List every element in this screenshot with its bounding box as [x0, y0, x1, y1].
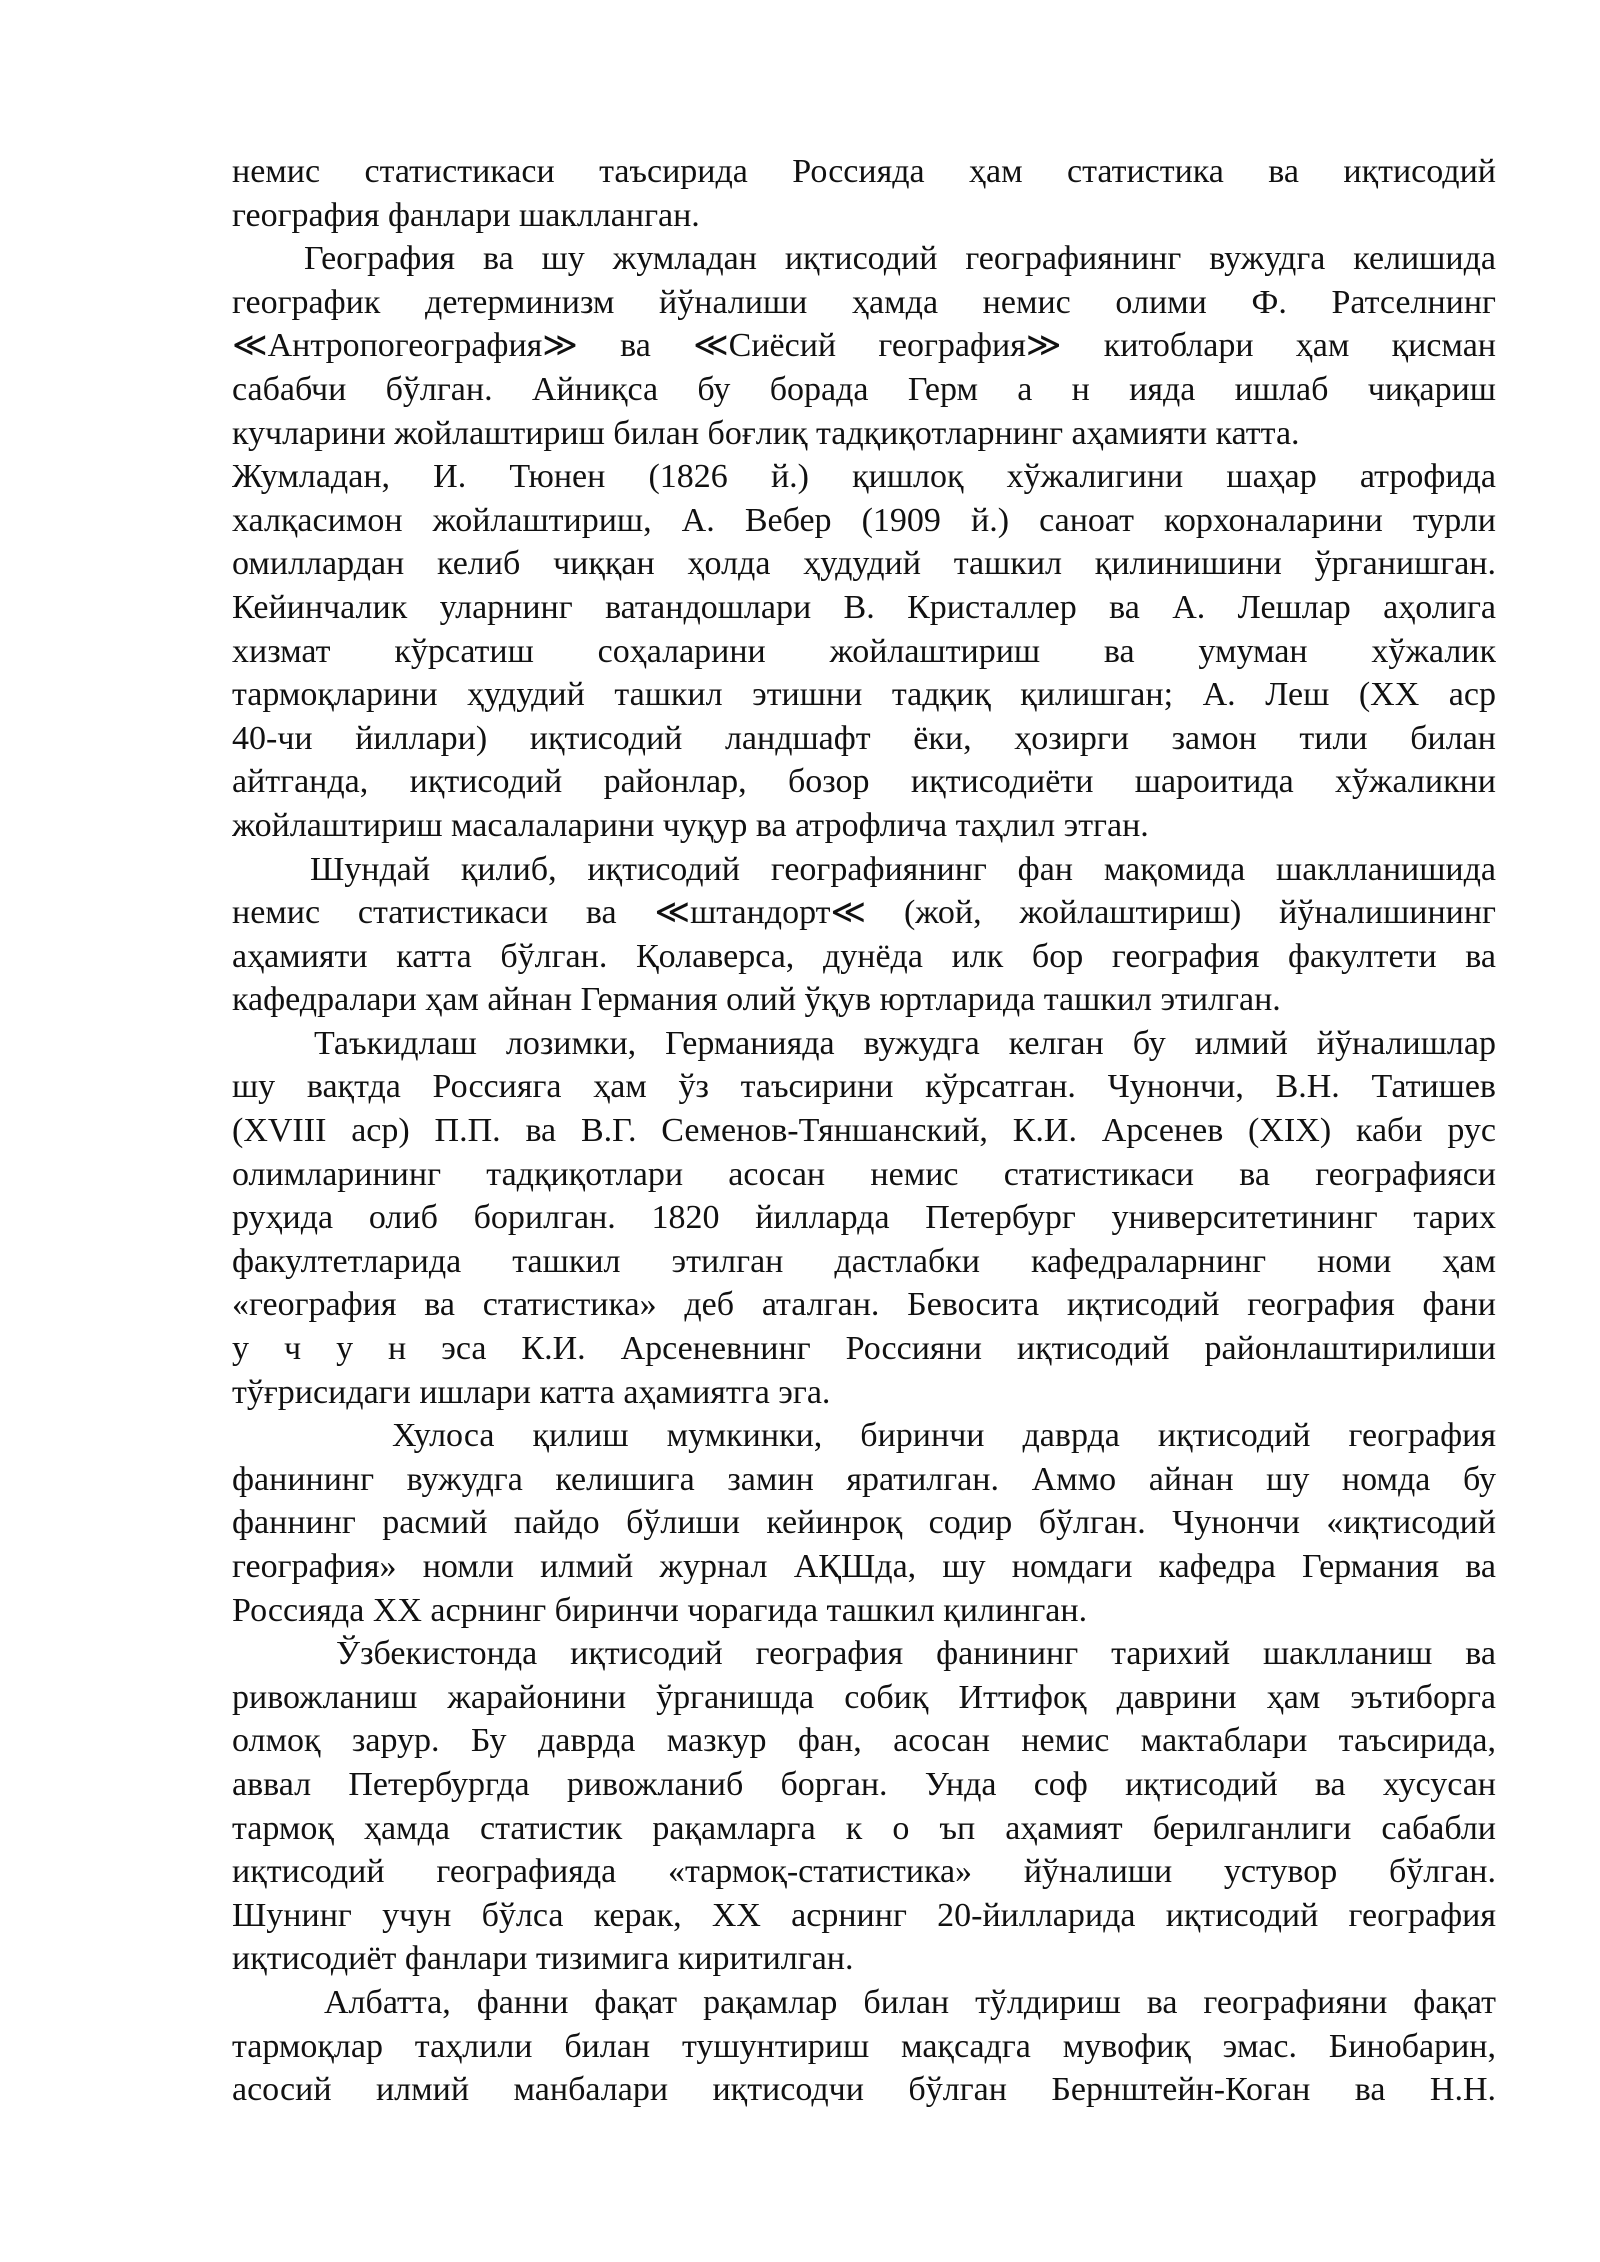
- text-line: География ва шу жумладан иқтисодий географиянинг вужудга келишида: [304, 240, 1496, 278]
- text-line: Жумладан, И. Тюнен (1826 й.) қишлоқ хўжалигини шаҳар атрофида: [232, 458, 1496, 496]
- text-line: ривожланиш жарайонини ўрганишда собиқ Иттифоқ даврини ҳам эътиборга: [232, 1678, 1496, 1716]
- text-line: олмоқ зарур. Бу даврда мазкур фан, асосан немис мактаблари таъсирида,: [232, 1722, 1496, 1760]
- text-line: иқтисодиёт фанлари тизимига киритилган.: [232, 1940, 854, 1978]
- text-line: кафедралари ҳам айнан Германия олий ўқув юртларида ташкил этилган.: [232, 981, 1281, 1019]
- text-line: 40-чи йиллари) иқтисодий ландшафт ёки, ҳозирги замон тили билан: [232, 719, 1496, 757]
- paragraph-6: [232, 1414, 1496, 1632]
- text-line: сабабчи бўлган. Айниқса бу борада Герм а н ияда ишлаб чиқариш: [232, 370, 1496, 408]
- text-line: ≪Антропогеография≫ ва ≪Сиёсий география≫ китоблари ҳам қисман: [232, 327, 1496, 365]
- text-line: Албатта, фанни фақат рақамлар билан тўлдириш ва географияни фақат: [324, 1983, 1496, 2021]
- text-line: аввал Петербургда ривожланиб борган. Унда соф иқтисодий ва хусусан: [232, 1765, 1496, 1803]
- paragraph-3: [232, 455, 1496, 847]
- text-line: тармоқларини ҳудудий ташкил этишни тадқиқ қилишган; А. Леш (XX аср: [232, 676, 1496, 714]
- text-line: Таъкидлаш лозимки, Германияда вужудга келган бу илмий йўналишлар: [314, 1024, 1496, 1062]
- paragraph-4: [232, 848, 1496, 1022]
- text-line: фанининг вужудга келишига замин яратилган. Аммо айнан шу номда бу: [232, 1460, 1496, 1498]
- paragraph-7: [232, 1632, 1496, 1981]
- text-line: Шундай қилиб, иқтисодий географиянинг фан мақомида шаклланишида: [310, 850, 1496, 888]
- text-line: жойлаштириш масалаларини чуқур ва атрофлича таҳлил этган.: [232, 806, 1149, 844]
- text-line: тўғрисидаги ишлари катта аҳамиятга эга.: [232, 1373, 831, 1411]
- text-line: асосий илмий манбалари иқтисодчи бўлган Бернштейн-Коган ва Н.Н.: [232, 2071, 1496, 2109]
- text-line: Хулоса қилиш мумкинки, биринчи даврда иқтисодий география: [392, 1417, 1496, 1455]
- text-line: руҳида олиб борилган. 1820 йилларда Петербург университетининг тарих: [232, 1199, 1496, 1237]
- text-line: тармоқ ҳамда статистик рақамларга к о ъп аҳамият берилганлиги сабабли: [232, 1809, 1496, 1847]
- text-line: Шунинг учун бўлса керак, XX асрнинг 20-йилларида иқтисодий география: [232, 1896, 1496, 1934]
- text-line: иқтисодий географияда «тармоқ-статистика» йўналиши устувор бўлган.: [232, 1853, 1496, 1891]
- text-line: аҳамияти катта бўлган. Қолаверса, дунёда илк бор география факултети ва: [232, 937, 1496, 975]
- text-line: факултетларида ташкил этилган дастлабки кафедраларнинг номи ҳам: [232, 1242, 1496, 1280]
- text-line: Ўзбекистонда иқтисодий география фанининг тарихий шаклланиш ва: [336, 1635, 1496, 1673]
- text-line: Кейинчалик уларнинг ватандошлари В. Кристаллер ва А. Лешлар аҳолига: [232, 588, 1496, 626]
- text-line: (XVIII аср) П.П. ва В.Г. Семенов-Тяншанский, К.И. Арсенев (XIX) каби рус: [232, 1112, 1496, 1150]
- paragraph-5: [232, 1022, 1496, 1414]
- paragraph-8: [232, 1981, 1496, 2112]
- text-line: шу вақтда Россияга ҳам ўз таъсирини кўрсатган. Чунончи, В.Н. Татишев: [232, 1068, 1496, 1106]
- text-line: кучларини жойлаштириш билан боғлиқ тадқиқотларнинг аҳамияти катта.: [232, 414, 1300, 452]
- text-line: айтганда, иқтисодий районлар, бозор иқтисодиёти шароитида хўжаликни: [232, 763, 1496, 801]
- paragraph-2: [232, 237, 1496, 455]
- text-line: немис статистикаси таъсирида Россияда ҳам статистика ва иқтисодий: [232, 153, 1496, 190]
- text-line: олимларининг тадқиқотлари асосан немис статистикаси ва географияси: [232, 1155, 1496, 1193]
- paragraph-1: [232, 150, 1496, 237]
- text-line: Россияда XX асрнинг биринчи чорагида ташкил қилинган.: [232, 1591, 1088, 1629]
- document-page: [232, 150, 1496, 2112]
- text-line: география фанлари шаклланган.: [232, 196, 700, 234]
- text-line: географик детерминизм йўналиши ҳамда немис олими Ф. Ратселнинг: [232, 283, 1496, 321]
- text-line: тармоқлар таҳлили билан тушунтириш мақсадга мувофиқ эмас. Бинобарин,: [232, 2027, 1496, 2065]
- text-line: немис статистикаси ва ≪штандорт≪ (жой, жойлаштириш) йўналишининг: [232, 894, 1496, 932]
- text-line: у ч у н эса К.И. Арсеневнинг Россияни иқтисодий районлаштирилиши: [232, 1330, 1496, 1368]
- text-line: хизмат кўрсатиш соҳаларини жойлаштириш ва умуман хўжалик: [232, 632, 1496, 670]
- text-line: омиллардан келиб чиққан ҳолда ҳудудий ташкил қилинишини ўрганишган.: [232, 545, 1496, 583]
- text-line: география» номли илмий журнал АҚШда, шу номдаги кафедра Германия ва: [232, 1548, 1496, 1585]
- text-line: фаннинг расмий пайдо бўлиши кейинроқ содир бўлган. Чунончи «иқтисодий: [232, 1504, 1496, 1542]
- text-line: халқасимон жойлаштириш, А. Вебер (1909 й.) саноат корхоналарини турли: [232, 501, 1496, 539]
- text-line: «география ва статистика» деб аталган. Бевосита иқтисодий география фани: [232, 1286, 1496, 1324]
